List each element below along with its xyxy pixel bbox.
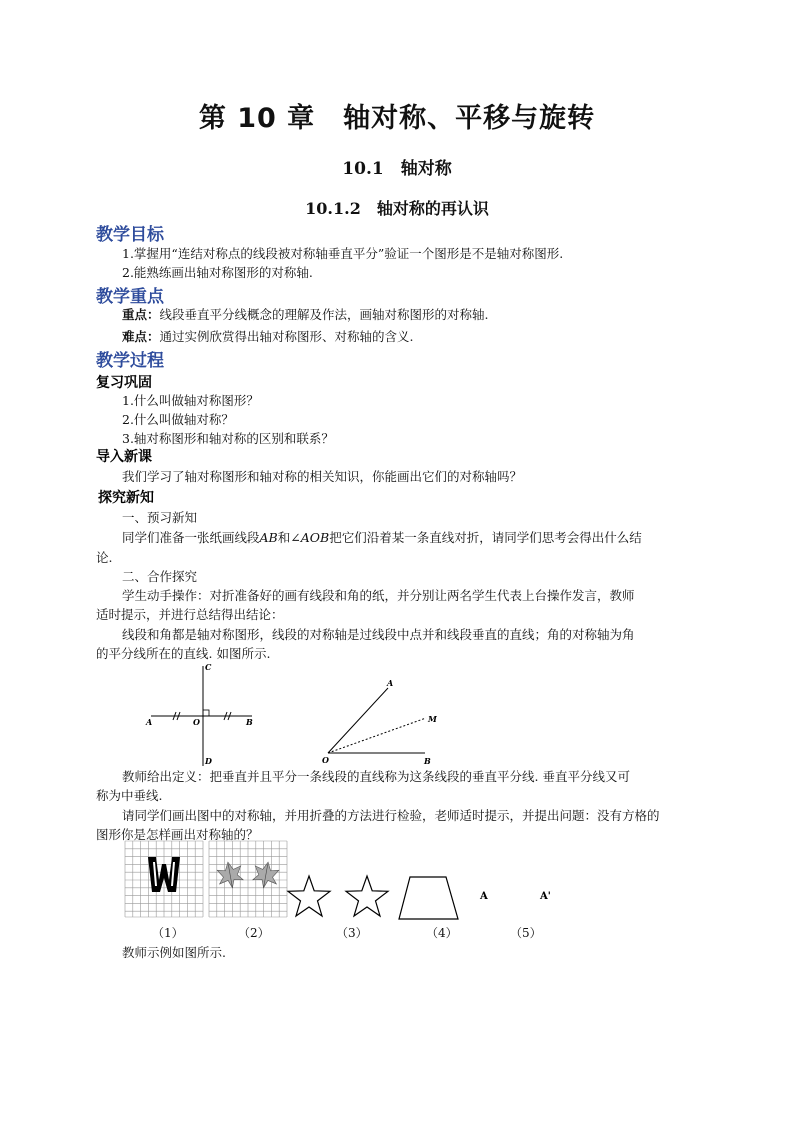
part2-line: 线段和角都是轴对称图形，线段的对称轴是过线段中点并和线段垂直的直线；角的对称轴为角 — [122, 627, 635, 642]
intro-heading: 导入新课 — [96, 449, 152, 465]
part1-text-c: 论. — [96, 550, 113, 565]
example-line: 教师示例如图所示. — [122, 945, 226, 960]
objectives-heading: 教学目标 — [96, 225, 164, 245]
part1-text-b: 把它们沿着某一条直线对折，请同学们思考会得出什么结 — [329, 530, 642, 545]
right-angle-mark — [203, 710, 209, 716]
ray-om-dashed — [328, 718, 426, 753]
process-heading: 教学过程 — [96, 351, 164, 371]
angle-aob: AOB — [300, 530, 330, 545]
review-item: 2.什么叫做轴对称？ — [122, 412, 234, 427]
part1-text — [122, 528, 642, 547]
grid-leaves-figure — [208, 840, 288, 918]
ray-oa — [328, 688, 388, 753]
label-b: B — [246, 717, 253, 727]
difficult-point — [122, 327, 414, 346]
stars-figure — [286, 872, 392, 924]
label-a: A — [387, 678, 394, 688]
definition-line: 称为中垂线. — [96, 788, 163, 803]
review-heading: 复习巩固 — [96, 375, 152, 391]
label-m: M — [428, 714, 437, 724]
trapezoid-shape — [399, 877, 458, 919]
definition-line: 教师给出定义：把垂直并且平分一条线段的直线称为这条线段的垂直平分线. 垂直平分线又可 — [122, 769, 630, 784]
difficult-label: 难点： — [122, 329, 160, 344]
label-a: A — [146, 717, 153, 727]
symmetric-points-figure — [476, 882, 556, 906]
label-a-left: A — [480, 891, 488, 902]
label-d: D — [205, 756, 212, 766]
part2-line: 的平分线所在的直线. 如图所示. — [96, 646, 271, 661]
caption: （4） — [426, 926, 458, 940]
star-shape — [288, 876, 330, 916]
label-a-right: A' — [540, 891, 551, 902]
review-item: 3.轴对称图形和轴对称的区别和联系？ — [122, 431, 334, 446]
caption: （1） — [152, 926, 184, 940]
trapezoid-figure — [396, 874, 462, 922]
part1-heading: 一、预习新知 — [122, 510, 198, 525]
subsection-title: 10.1.2 轴对称的再认识 — [305, 199, 489, 218]
explore-heading: 探究新知 — [98, 490, 154, 506]
objective-item: 2.能熟练画出轴对称图形的对称轴. — [122, 265, 313, 280]
label-b: B — [424, 756, 431, 766]
caption: （2） — [238, 926, 270, 940]
label-o: O — [322, 755, 329, 765]
grid-lines — [125, 841, 203, 917]
grid-w-figure — [124, 840, 204, 918]
star-shape — [346, 876, 388, 916]
label-o: O — [193, 717, 200, 727]
caption: （3） — [336, 926, 368, 940]
chapter-title: 第 10 章 轴对称、平移与旋转 — [198, 103, 596, 134]
grid-lines — [209, 841, 287, 917]
caption: （5） — [510, 926, 542, 940]
section-title: 10.1 轴对称 — [342, 159, 452, 179]
perpendicular-bisector-figure — [140, 660, 270, 770]
key-point — [122, 305, 489, 324]
question-line: 图形你是怎样画出对称轴的？ — [96, 827, 259, 842]
part2-line: 学生动手操作：对折准备好的画有线段和角的纸，并分别让两名学生代表上台操作发言，教师 — [122, 588, 635, 603]
label-c: C — [205, 662, 212, 672]
intro-text: 我们学习了轴对称图形和轴对称的相关知识，你能画出它们的对称轴吗？ — [122, 469, 523, 484]
question-line: 请同学们画出图中的对称轴，并用折叠的方法进行检验，老师适时提示，并提出问题：没有方格的 — [122, 808, 660, 823]
objective-item: 1.掌握用“连结对称点的线段被对称轴垂直平分”验证一个图形是不是轴对称图形. — [122, 246, 564, 261]
part2-line: 适时提示，并进行总结得出结论： — [96, 607, 284, 622]
part2-heading: 二、合作探究 — [122, 569, 198, 584]
segment-ab: AB — [259, 530, 278, 545]
angle-bisector-figure — [318, 672, 448, 768]
difficult-text: 通过实例欣赏得出轴对称图形、对称轴的含义. — [159, 329, 414, 344]
keypoints-heading: 教学重点 — [96, 287, 164, 307]
key-label: 重点： — [122, 307, 160, 322]
part1-and: 和∠ — [277, 530, 301, 545]
part1-text-a: 同学们准备一张纸画线段 — [122, 530, 260, 545]
key-text: 线段垂直平分线概念的理解及作法，画轴对称图形的对称轴. — [159, 307, 489, 322]
review-item: 1.什么叫做轴对称图形？ — [122, 393, 259, 408]
